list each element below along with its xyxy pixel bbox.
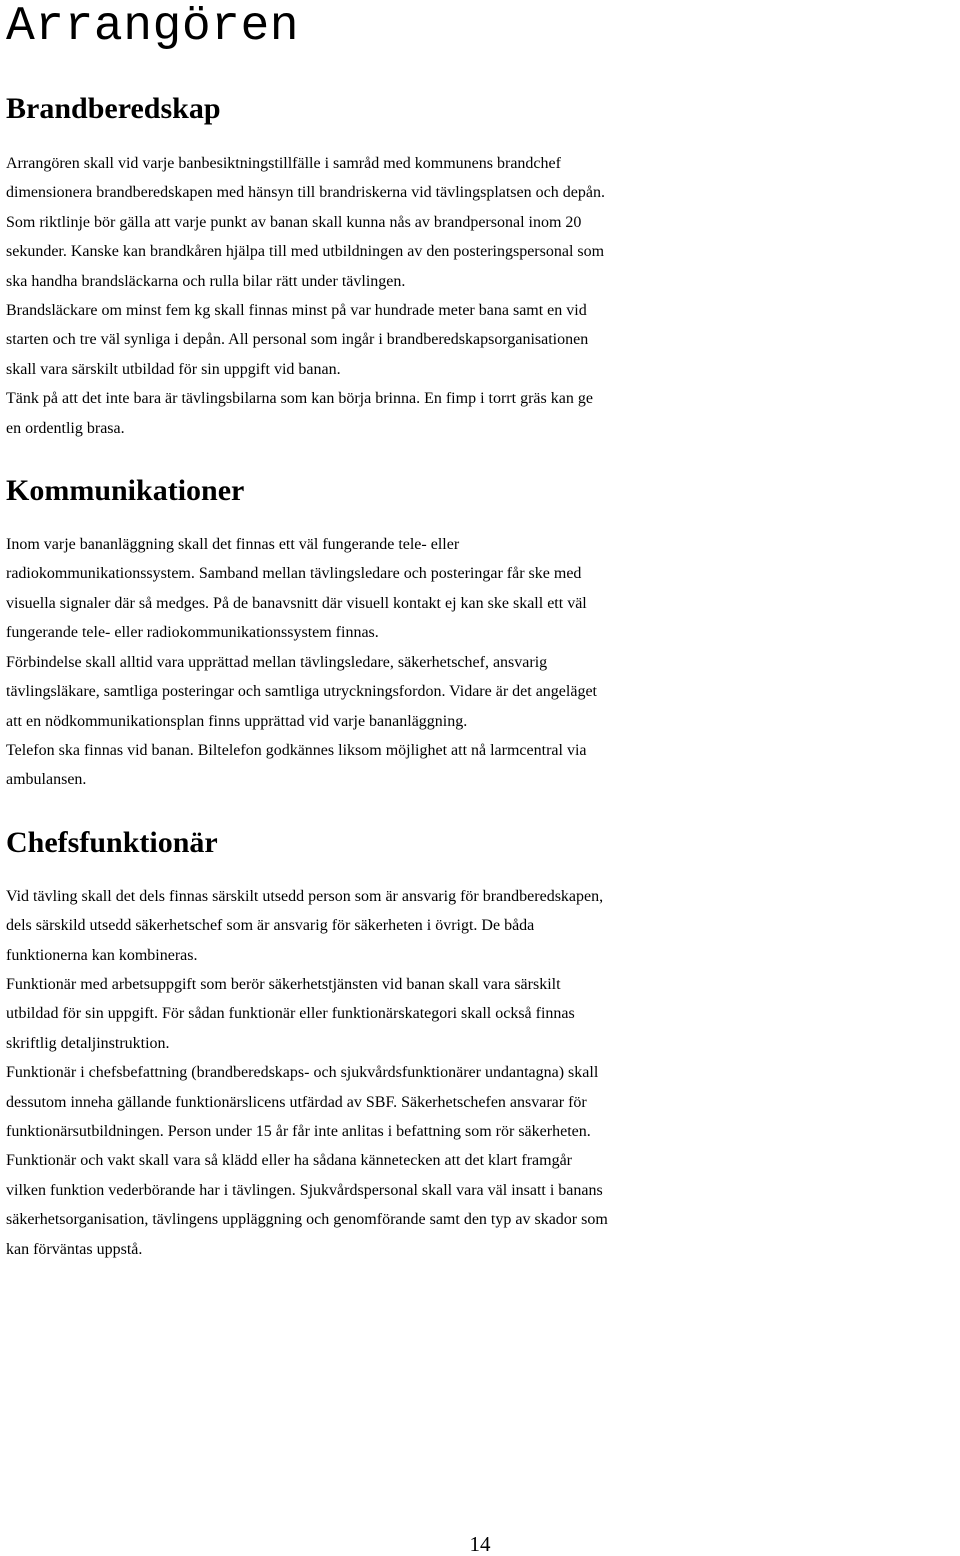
text-line: skriftlig detaljinstruktion. xyxy=(6,1034,170,1052)
text-line: Telefon ska finnas vid banan. Biltelefon godkännes liksom möjlighet att nå larmcentral via xyxy=(6,741,587,759)
text-line: Tänk på att det inte bara är tävlingsbilarna som kan börja brinna. En fimp i torrt gräs kan ge xyxy=(6,390,593,408)
text-line: säkerhetsorganisation, tävlingens uppläggning och genomförande samt den typ av skador som xyxy=(6,1211,608,1229)
text-line: utbildad för sin uppgift. För sådan funktionär eller funktionärskategori skall också finnas xyxy=(6,1005,575,1023)
text-line: dessutom inneha gällande funktionärslicens utfärdad av SBF. Säkerhetschefen ansvarar för xyxy=(6,1093,587,1111)
text-line: att en nödkommunikationsplan finns upprättad vid varje bananläggning. xyxy=(6,712,468,730)
text-line: Arrangören skall vid varje banbesiktningstillfälle i samråd med kommunens brandchef xyxy=(6,155,561,172)
text-line: dimensionera brandberedskapen med hänsyn till brandriskerna vid tävlingsplatsen och depån. xyxy=(6,184,605,202)
text-line: Brandsläckare om minst fem kg skall finnas minst på var hundrade meter bana samt en vid xyxy=(6,302,587,320)
text-line: funktionärsutbildningen. Person under 15 år får inte anlitas i befattning som rör säkerheten. xyxy=(6,1122,591,1140)
section-body-kommunikationer xyxy=(6,530,958,795)
text-line: Funktionär i chefsbefattning (brandberedskaps- och sjukvårdsfunktionärer undantagna) skall xyxy=(6,1064,599,1082)
text-line: skall vara särskilt utbildad för sin uppgift vid banan. xyxy=(6,360,341,378)
text-line: Funktionär och vakt skall vara så klädd eller ha sådana kännetecken att det klart framgår xyxy=(6,1152,572,1170)
text-line: ska handha brandsläckarna och rulla bilar rätt under tävlingen. xyxy=(6,272,406,290)
text-line: sekunder. Kanske kan brandkåren hjälpa till med utbildningen av den posteringspersonal som xyxy=(6,243,605,261)
text-line: Förbindelse skall alltid vara upprättad mellan tävlingsledare, säkerhetschef, ansvarig xyxy=(6,653,548,671)
section-heading-brandberedskap: Brandberedskap xyxy=(6,92,221,125)
section-body-brandberedskap xyxy=(6,149,958,443)
section-heading-chefsfunktionar: Chefsfunktionär xyxy=(6,825,218,859)
text-line: starten och tre väl synliga i depån. All personal som ingår i brandberedskapsorganisationen xyxy=(6,331,589,349)
text-line: Som riktlinje bör gälla att varje punkt av banan skall kunna nås av brandpersonal inom 20 xyxy=(6,213,582,231)
section-body-chefsfunktionar xyxy=(6,882,958,1264)
text-line: en ordentlig brasa. xyxy=(6,419,125,437)
text-line: tävlingsläkare, samtliga posteringar och samtliga utryckningsfordon. Vidare är det angeläget xyxy=(6,683,597,701)
text-line: vilken funktion vederbörande har i tävlingen. Sjukvårdspersonal skall vara väl insatt i banans xyxy=(6,1181,603,1199)
text-line: visuella signaler där så medges. På de banavsnitt där visuell kontakt ej kan ske skall ett väl xyxy=(6,594,587,612)
section-heading-kommunikationer: Kommunikationer xyxy=(6,474,245,508)
document-page xyxy=(6,0,958,1264)
text-line: fungerande tele- eller radiokommunikationssystem finnas. xyxy=(6,624,379,642)
text-line: dels särskild utsedd säkerhetschef som är ansvarig för säkerheten i övrigt. De båda xyxy=(6,917,535,935)
text-line: Funktionär med arbetsuppgift som berör säkerhetstjänsten vid banan skall vara särskilt xyxy=(6,975,561,993)
text-line: funktionerna kan kombineras. xyxy=(6,946,198,964)
document-title: Arrangören xyxy=(6,0,300,54)
text-line: ambulansen. xyxy=(6,771,87,789)
text-line: radiokommunikationssystem. Samband mellan tävlingsledare och posteringar får ske med xyxy=(6,565,582,583)
text-line: Inom varje bananläggning skall det finnas ett väl fungerande tele- eller xyxy=(6,536,460,554)
text-line: Vid tävling skall det dels finnas särskilt utsedd person som är ansvarig för brandberedskapen, xyxy=(6,887,604,905)
text-line: kan förväntas uppstå. xyxy=(6,1240,143,1258)
page-number: 14 xyxy=(469,1532,491,1556)
